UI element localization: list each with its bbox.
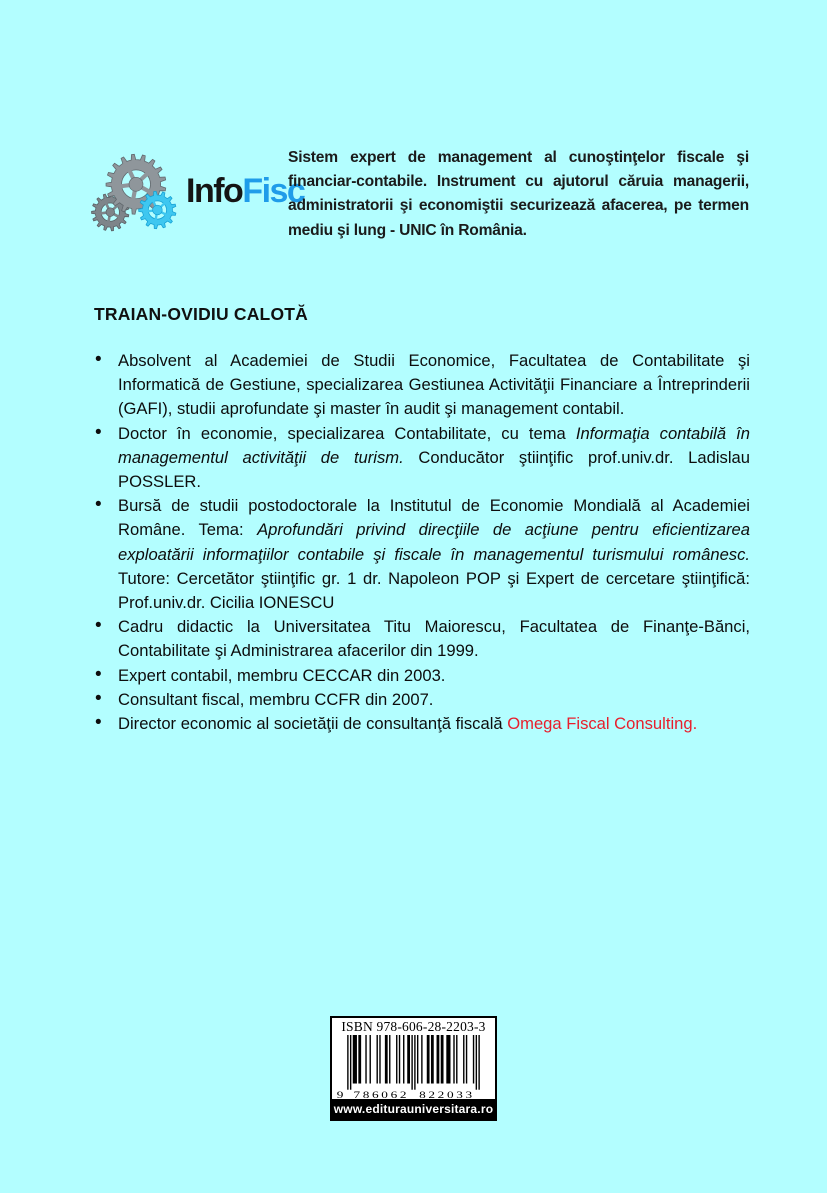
barcode-digits: 822033	[419, 1089, 473, 1099]
bio-text: Consultant fiscal, membru CCFR din 2007.	[118, 689, 434, 709]
ean13-barcode	[336, 1035, 491, 1099]
company-name-red: Omega Fiscal Consulting.	[507, 714, 698, 734]
bio-item	[94, 688, 750, 712]
bio-text: Bursă de studii postodoctorale la Institutul de Economie Mondială al Academiei Române. Tema:	[118, 496, 750, 540]
isbn-label: ISBN 978-606-28-2203-3	[341, 1019, 486, 1034]
logo-wordmark	[186, 172, 304, 211]
logo-text-fisc: Fisc	[242, 171, 305, 210]
bio-text: Doctor în economie, specializarea Contabilitate, cu tema	[118, 423, 576, 443]
bio-item	[94, 712, 750, 736]
thesis-title: Aprofundări privind direcţiile de acţiune pentru eficientizarea exploatării informaţiilor contabile şi fiscale în managementul turismului românesc.	[118, 520, 750, 564]
isbn-barcode-block	[330, 1016, 497, 1121]
bio-text: Absolvent al Academiei de Studii Economice, Facultatea de Contabilitate şi Informatică de Gestiune, specializarea Gestiunea Activităţii Financiare a Întreprinderii (GAFI), studii aprofundate şi master în audit şi management contabil.	[118, 351, 750, 419]
publisher-url: www.editurauniversitara.ro	[333, 1102, 494, 1116]
logo-text-info: Info	[186, 171, 243, 210]
bio-list	[94, 349, 750, 736]
gears-icon	[90, 150, 182, 240]
author-name: TRAIAN-OVIDIU CALOTĂ	[94, 304, 308, 324]
bio-text: Expert contabil, membru CECCAR din 2003.	[118, 665, 446, 685]
bio-item	[94, 422, 750, 495]
intro-paragraph: Sistem expert de management al cunoştinţelor fiscale şi financiar-contabile. Instrument cu ajutorul căruia managerii, administratorii şi economiştii securizează afacerea, pe termen mediu şi lung - UNIC în România.	[288, 149, 749, 239]
bio-text: Director economic al societăţii de consultanţă fiscală	[118, 714, 508, 734]
bio-text: Cadru didactic la Universitatea Titu Maiorescu, Facultatea de Finanţe-Bănci, Contabilitate şi Administrarea afacerilor din 1999.	[118, 617, 750, 661]
publisher-url-strip	[330, 1099, 497, 1121]
bio-text: Tutore: Cercetător ştiinţific gr. 1 dr. Napoleon POP şi Expert de cercetare ştiinţifică: Prof.univ.dr. Cicilia IONESCU	[118, 568, 750, 613]
bio-item	[94, 615, 750, 663]
bio-text: Conducător ştiinţific prof.univ.dr. Ladislau POSSLER.	[118, 447, 750, 492]
bio-item	[94, 664, 750, 688]
bio-item	[94, 349, 750, 422]
barcode-panel	[330, 1016, 497, 1099]
thesis-title: Informaţia contabilă în managementul activităţii de turism.	[118, 423, 750, 467]
infofisc-logo	[90, 150, 304, 240]
barcode-digits: 9	[336, 1089, 344, 1099]
barcode-digits: 786062	[353, 1089, 407, 1099]
bio-item	[94, 494, 750, 615]
